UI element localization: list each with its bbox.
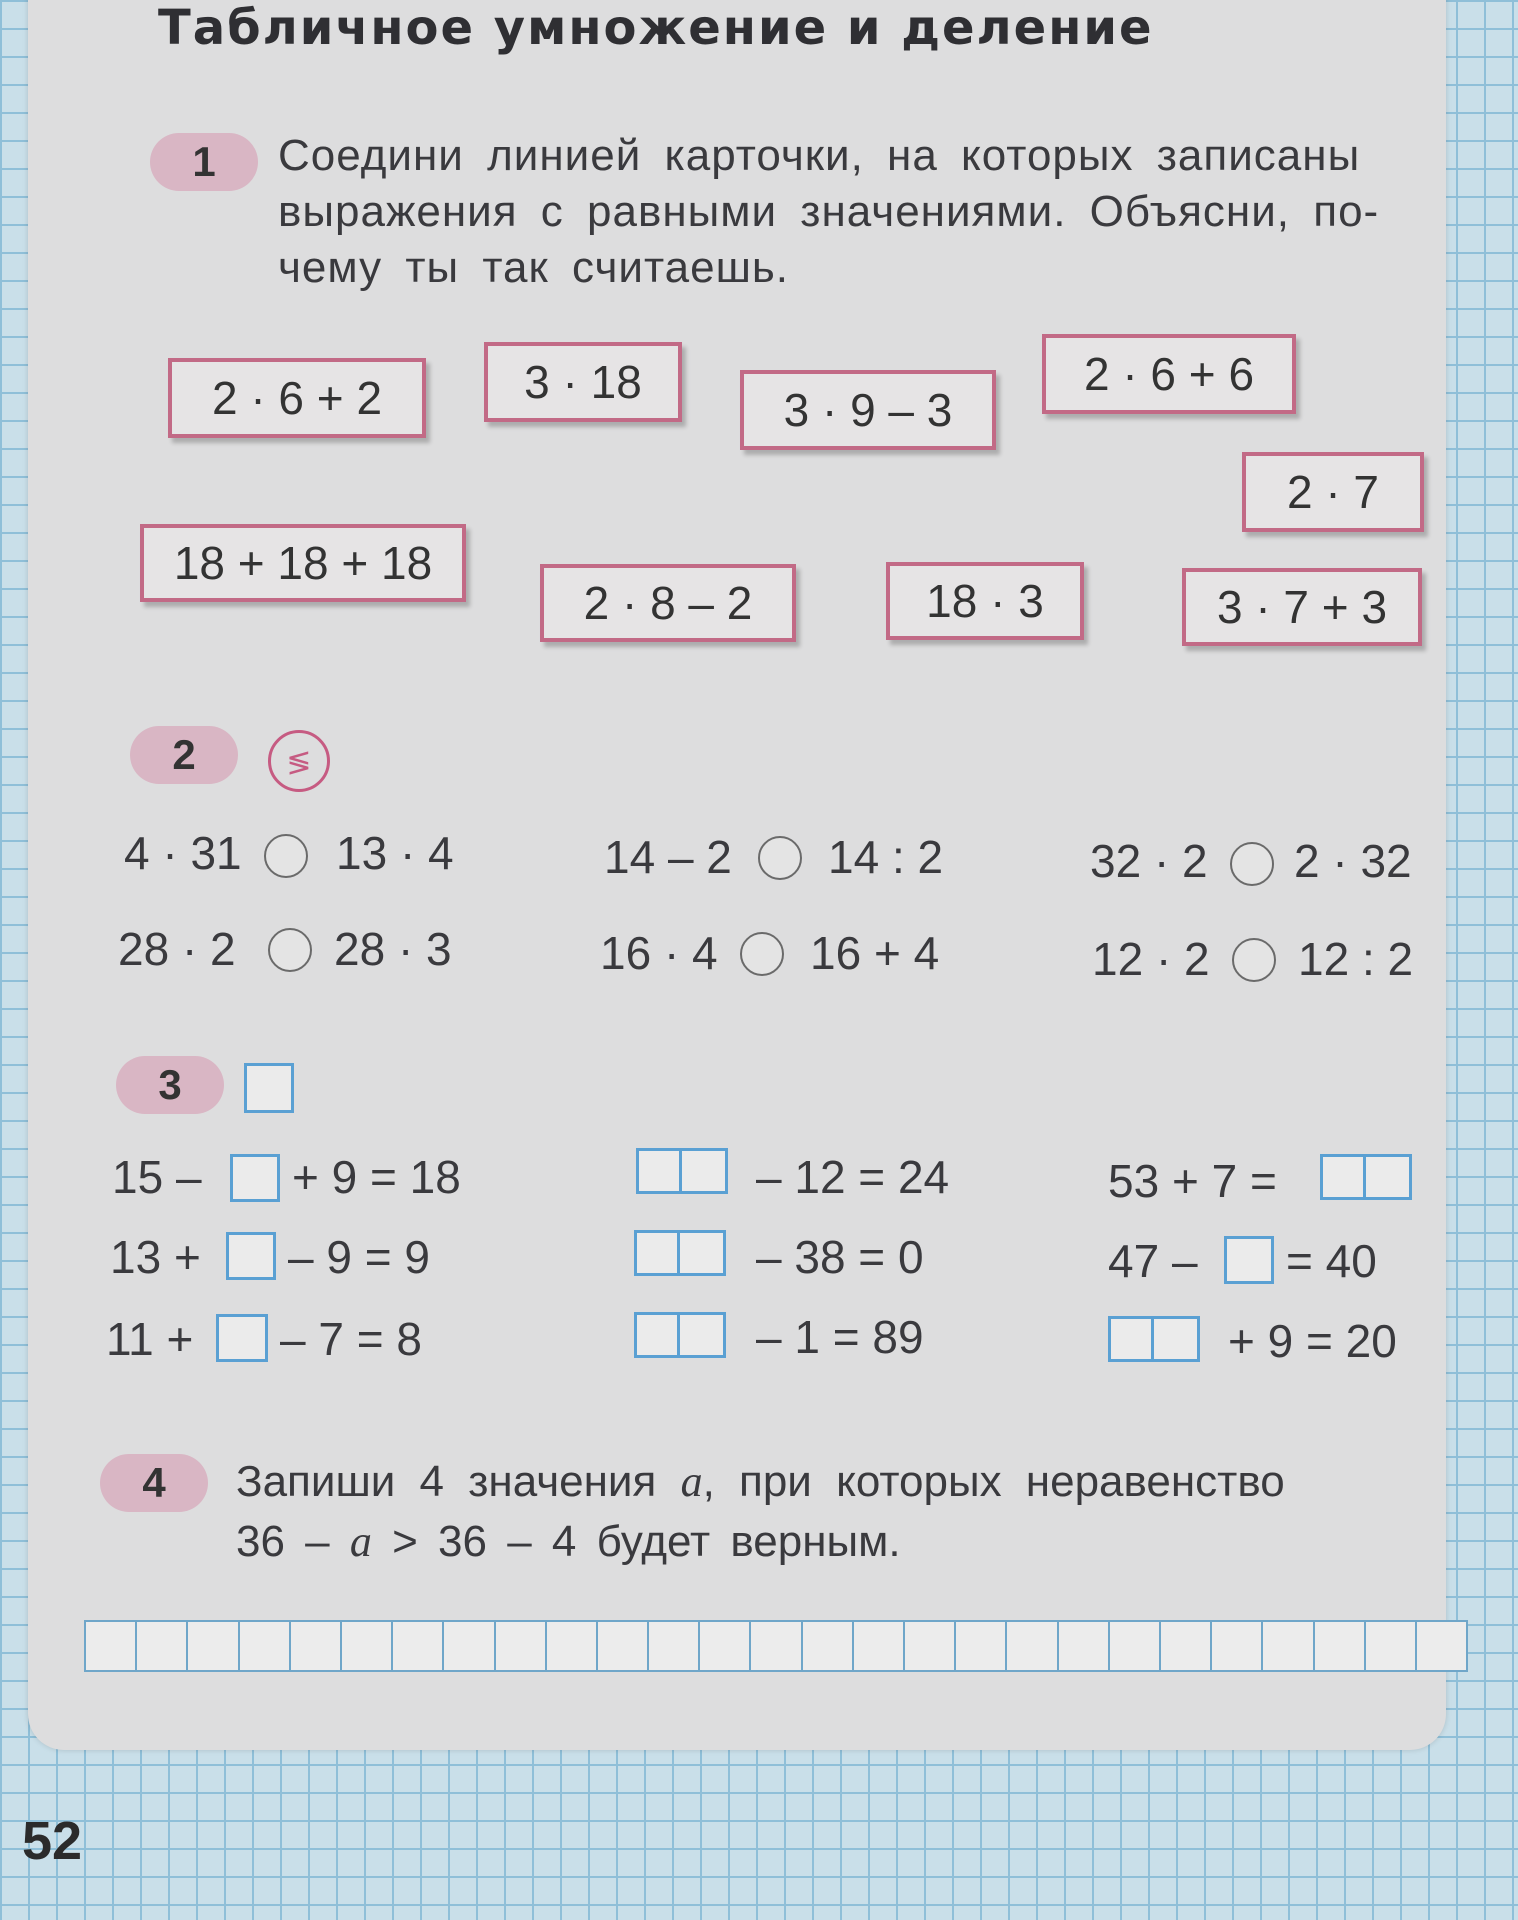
compare-left: 28 · 2 xyxy=(118,923,236,975)
answer-cell[interactable] xyxy=(496,1622,547,1670)
equation-part: 15 – xyxy=(112,1151,202,1203)
answer-cell[interactable] xyxy=(854,1622,905,1670)
digit-cell[interactable] xyxy=(680,1230,726,1276)
expression-card[interactable]: 2 · 6 + 6 xyxy=(1042,334,1296,414)
equation-part: = 40 xyxy=(1286,1235,1377,1287)
compare-left: 32 · 2 xyxy=(1090,835,1208,887)
digit-cell[interactable] xyxy=(634,1230,680,1276)
answer-cell[interactable] xyxy=(598,1622,649,1670)
task-1-line: Соедини линией карточки, на которых записаны xyxy=(278,131,1361,180)
compare-sign-slot[interactable] xyxy=(268,928,312,972)
variable-a: a xyxy=(680,1457,703,1506)
answer-cell[interactable] xyxy=(1366,1622,1417,1670)
digit-cell[interactable] xyxy=(1154,1316,1200,1362)
answer-cell[interactable] xyxy=(649,1622,700,1670)
variable-a: a xyxy=(349,1517,372,1566)
answer-cell[interactable] xyxy=(137,1622,188,1670)
digit-cell[interactable] xyxy=(682,1148,728,1194)
compare-icon: ≶ xyxy=(268,730,330,792)
two-digit-answer-box[interactable] xyxy=(634,1230,726,1276)
square-icon xyxy=(244,1063,294,1113)
compare-left: 16 · 4 xyxy=(600,927,718,979)
compare-left: 14 – 2 xyxy=(604,831,732,883)
expression-card[interactable]: 2 · 6 + 2 xyxy=(168,358,426,438)
compare-left: 12 · 2 xyxy=(1092,933,1210,985)
answer-cell[interactable] xyxy=(803,1622,854,1670)
task-4-text-part: Запиши 4 значения xyxy=(236,1457,657,1506)
task-1-badge: 1 xyxy=(150,133,258,191)
expression-card[interactable]: 2 · 8 – 2 xyxy=(540,564,796,642)
task-1-line: выражения с равными значениями. Объясни, по- xyxy=(278,187,1380,236)
compare-sign-slot[interactable] xyxy=(264,834,308,878)
answer-cell[interactable] xyxy=(1007,1622,1058,1670)
digit-cell[interactable] xyxy=(680,1312,726,1358)
digit-cell[interactable] xyxy=(634,1312,680,1358)
answer-cell[interactable] xyxy=(905,1622,956,1670)
task-4-text-part: , при которых неравенство xyxy=(702,1457,1285,1506)
task-4-text-part: 36 – xyxy=(236,1517,330,1566)
task-3-badge: 3 xyxy=(116,1056,224,1114)
answer-cell[interactable] xyxy=(1417,1622,1466,1670)
answer-cell[interactable] xyxy=(751,1622,802,1670)
equation-part: + 9 = 20 xyxy=(1228,1315,1397,1367)
expression-card[interactable]: 18 · 3 xyxy=(886,562,1084,640)
answer-cell[interactable] xyxy=(240,1622,291,1670)
compare-sign-slot[interactable] xyxy=(758,836,802,880)
compare-left: 4 · 31 xyxy=(124,827,242,879)
answer-cell[interactable] xyxy=(1110,1622,1161,1670)
digit-cell[interactable] xyxy=(1320,1154,1366,1200)
answer-cell[interactable] xyxy=(188,1622,239,1670)
equation-part: 47 – xyxy=(1108,1235,1198,1287)
answer-cell[interactable] xyxy=(1263,1622,1314,1670)
equation-part: – 1 = 89 xyxy=(756,1311,924,1363)
answer-cell[interactable] xyxy=(86,1622,137,1670)
page-number: 52 xyxy=(22,1811,83,1871)
equation-part: 11 + xyxy=(106,1313,194,1365)
expression-card[interactable]: 18 + 18 + 18 xyxy=(140,524,466,602)
answer-cell[interactable] xyxy=(444,1622,495,1670)
expression-card[interactable]: 3 · 9 – 3 xyxy=(740,370,996,450)
task-1-line: чему ты так считаешь. xyxy=(278,243,790,292)
equation-part: 13 + xyxy=(110,1231,201,1283)
expression-card[interactable]: 3 · 7 + 3 xyxy=(1182,568,1422,646)
answer-cell[interactable] xyxy=(342,1622,393,1670)
compare-right: 13 · 4 xyxy=(336,827,454,879)
answer-cell-row[interactable] xyxy=(84,1620,1468,1672)
digit-cell[interactable] xyxy=(1108,1316,1154,1362)
task-4-text xyxy=(236,1452,1466,1572)
digit-cell[interactable] xyxy=(1366,1154,1412,1200)
equation-part: – 12 = 24 xyxy=(756,1151,950,1203)
equation-part: + 9 = 18 xyxy=(292,1151,461,1203)
compare-right: 14 : 2 xyxy=(828,831,944,883)
digit-cell[interactable] xyxy=(636,1148,682,1194)
compare-right: 28 · 3 xyxy=(334,923,452,975)
compare-right: 12 : 2 xyxy=(1298,933,1414,985)
two-digit-answer-box[interactable] xyxy=(634,1312,726,1358)
answer-box[interactable] xyxy=(216,1314,268,1362)
answer-cell[interactable] xyxy=(1315,1622,1366,1670)
compare-right: 2 · 32 xyxy=(1294,835,1412,887)
compare-sign-slot[interactable] xyxy=(740,932,784,976)
answer-cell[interactable] xyxy=(1059,1622,1110,1670)
equation-part: – 38 = 0 xyxy=(756,1231,924,1283)
answer-box[interactable] xyxy=(226,1232,276,1280)
answer-box[interactable] xyxy=(230,1154,280,1202)
answer-cell[interactable] xyxy=(956,1622,1007,1670)
answer-cell[interactable] xyxy=(1212,1622,1263,1670)
answer-cell[interactable] xyxy=(291,1622,342,1670)
task-4-line-1 xyxy=(236,1452,1466,1512)
two-digit-answer-box[interactable] xyxy=(1320,1154,1412,1200)
two-digit-answer-box[interactable] xyxy=(1108,1316,1200,1362)
task-1-text xyxy=(278,128,1428,296)
expression-card[interactable]: 2 · 7 xyxy=(1242,452,1424,532)
answer-box[interactable] xyxy=(1224,1236,1274,1284)
equation-part: – 7 = 8 xyxy=(280,1313,422,1365)
compare-sign-slot[interactable] xyxy=(1230,842,1274,886)
task-2-badge: 2 xyxy=(130,726,238,784)
page-title: Табличное умножение и деление xyxy=(158,0,1154,56)
expression-card[interactable]: 3 · 18 xyxy=(484,342,682,422)
answer-cell[interactable] xyxy=(547,1622,598,1670)
task-4-text-part: > 36 – 4 будет верным. xyxy=(392,1517,901,1566)
equation-part: – 9 = 9 xyxy=(288,1231,430,1283)
compare-sign-slot[interactable] xyxy=(1232,938,1276,982)
compare-right: 16 + 4 xyxy=(810,927,940,979)
two-digit-answer-box[interactable] xyxy=(636,1148,728,1194)
equation-part: 53 + 7 = xyxy=(1108,1155,1277,1207)
answer-cell[interactable] xyxy=(393,1622,444,1670)
task-4-badge: 4 xyxy=(100,1454,208,1512)
answer-cell[interactable] xyxy=(700,1622,751,1670)
answer-cell[interactable] xyxy=(1161,1622,1212,1670)
task-4-line-2 xyxy=(236,1512,1466,1572)
